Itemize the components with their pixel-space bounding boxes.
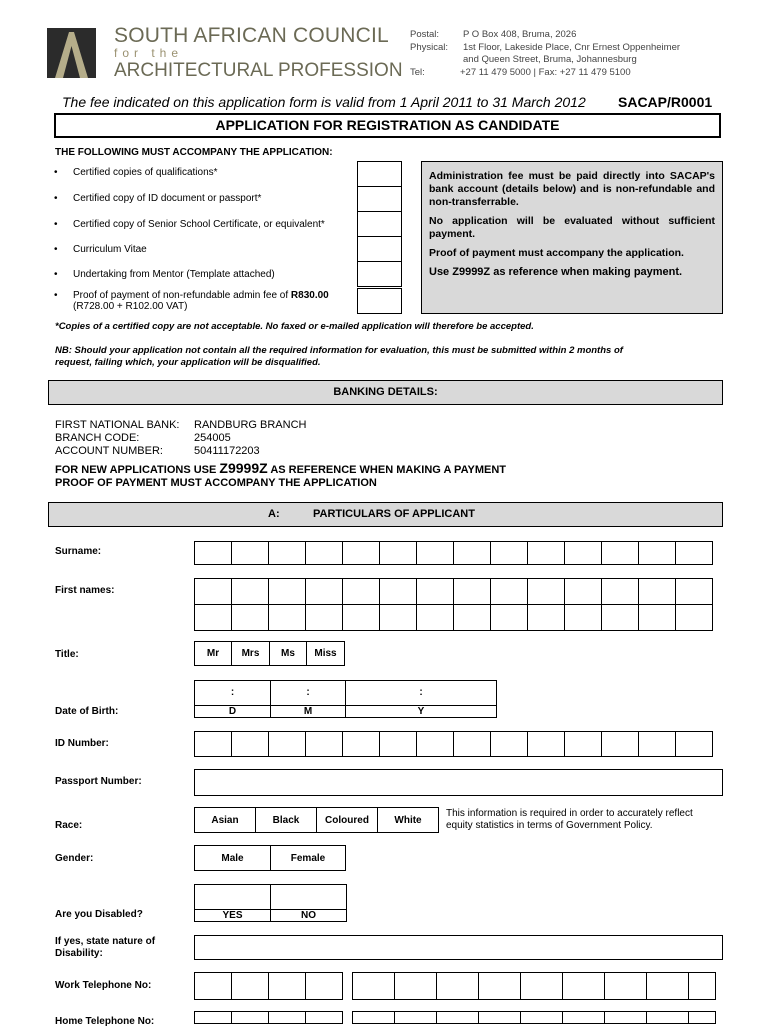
tel-fax-value: +27 11 479 5000 | Fax: +27 11 479 5100 bbox=[460, 67, 631, 78]
postal-value: P O Box 408, Bruma, 2026 bbox=[463, 29, 577, 40]
title-label: Title: bbox=[55, 649, 79, 660]
bank-value: RANDBURG BRANCH bbox=[194, 419, 307, 431]
disabled-label: Are you Disabled? bbox=[55, 909, 143, 920]
gender-option-male[interactable]: Male bbox=[194, 845, 271, 871]
branch-code-label: BRANCH CODE: bbox=[55, 432, 140, 444]
disabled-no-caption: NO bbox=[270, 909, 347, 922]
checkbox-qualifications[interactable] bbox=[357, 161, 402, 187]
section-a-heading: A: PARTICULARS OF APPLICANT bbox=[48, 502, 723, 527]
disability-nature-input[interactable] bbox=[194, 935, 723, 960]
race-option-asian[interactable]: Asian bbox=[194, 807, 256, 833]
page-title: APPLICATION FOR REGISTRATION AS CANDIDATE bbox=[54, 113, 721, 138]
bank-label: FIRST NATIONAL BANK: bbox=[55, 419, 180, 431]
physical-value-line1: 1st Floor, Lakeside Place, Cnr Ernest Oppenheimer bbox=[463, 42, 681, 53]
title-option-ms[interactable]: Ms bbox=[269, 641, 307, 666]
id-number-label: ID Number: bbox=[55, 738, 109, 749]
home-telephone-code-input[interactable] bbox=[194, 1011, 342, 1024]
account-number-value: 50411172203 bbox=[194, 445, 260, 457]
dob-day-box[interactable]: : bbox=[194, 680, 271, 706]
org-name-line2: for the bbox=[114, 46, 184, 60]
fee-validity-line: The fee indicated on this application form is valid from 1 April 2011 to 31 March 2012 bbox=[62, 94, 586, 110]
race-option-white[interactable]: White bbox=[377, 807, 439, 833]
dob-input[interactable] bbox=[194, 680, 497, 719]
passport-label: Passport Number: bbox=[55, 776, 142, 787]
race-option-black[interactable]: Black bbox=[255, 807, 317, 833]
home-telephone-label: Home Telephone No: bbox=[55, 1016, 155, 1027]
surname-input[interactable] bbox=[194, 541, 712, 565]
title-options bbox=[194, 641, 344, 666]
disabled-yes-box[interactable] bbox=[194, 884, 271, 910]
gender-label: Gender: bbox=[55, 853, 94, 864]
info-paragraph: Administration fee must be paid directly into SACAP's bank account (details below) and is non-refundable and non-transferrable. bbox=[429, 170, 715, 208]
nb-note-line1: NB: Should your application not contain all the required information for evaluation, this must be submitted within 2 months of bbox=[55, 345, 623, 356]
disabled-no-box[interactable] bbox=[270, 884, 347, 910]
work-telephone-code-input[interactable] bbox=[194, 972, 342, 1000]
org-name-line1: SOUTH AFRICAN COUNCIL bbox=[114, 24, 389, 47]
dob-month-box[interactable]: : bbox=[270, 680, 346, 706]
requirements-heading: THE FOLLOWING MUST ACCOMPANY THE APPLICATION: bbox=[55, 147, 333, 158]
disability-nature-label-line1: If yes, state nature of bbox=[55, 936, 156, 947]
title-option-mr[interactable]: Mr bbox=[194, 641, 232, 666]
title-option-miss[interactable]: Miss bbox=[306, 641, 345, 666]
branch-code-value: 254005 bbox=[194, 432, 231, 444]
account-number-label: ACCOUNT NUMBER: bbox=[55, 445, 163, 457]
postal-label: Postal: bbox=[410, 29, 440, 40]
tel-label: Tel: bbox=[410, 67, 425, 78]
checkbox-mentor-undertaking[interactable] bbox=[357, 261, 402, 287]
work-telephone-label: Work Telephone No: bbox=[55, 980, 152, 991]
reference-instruction: FOR NEW APPLICATIONS USE Z9999Z AS REFERENCE WHEN MAKING A PAYMENT bbox=[55, 460, 507, 476]
race-option-coloured[interactable]: Coloured bbox=[316, 807, 378, 833]
disabled-yes-caption: YES bbox=[194, 909, 271, 922]
work-telephone-number-input[interactable] bbox=[352, 972, 715, 1000]
physical-label: Physical: bbox=[410, 42, 449, 53]
gender-options bbox=[194, 845, 345, 871]
race-note-line1: This information is required in order to accurately reflect bbox=[446, 808, 693, 819]
gender-option-female[interactable]: Female bbox=[270, 845, 346, 871]
dob-day-caption: D bbox=[194, 705, 271, 718]
race-options bbox=[194, 807, 438, 833]
info-paragraph: Proof of payment must accompany the application. bbox=[429, 247, 684, 259]
home-telephone-number-input[interactable] bbox=[352, 1011, 715, 1024]
passport-input[interactable] bbox=[194, 769, 723, 796]
org-name-line3: ARCHITECTURAL PROFESSION bbox=[114, 60, 403, 81]
info-paragraph: No application will be evaluated without sufficient payment. bbox=[429, 215, 715, 240]
race-label: Race: bbox=[55, 820, 83, 831]
info-paragraph: Use Z9999Z as reference when making payment. bbox=[429, 266, 683, 278]
checkbox-id-document[interactable] bbox=[357, 186, 402, 212]
disabled-options bbox=[194, 884, 347, 923]
first-names-input-row1[interactable] bbox=[194, 578, 712, 605]
dob-year-box[interactable]: : bbox=[345, 680, 497, 706]
id-number-input[interactable] bbox=[194, 731, 712, 757]
dob-year-caption: Y bbox=[345, 705, 497, 718]
dob-label: Date of Birth: bbox=[55, 706, 119, 717]
title-option-mrs[interactable]: Mrs bbox=[231, 641, 270, 666]
surname-label: Surname: bbox=[55, 546, 102, 557]
first-names-input-row2[interactable] bbox=[194, 604, 712, 631]
sacap-logo bbox=[47, 28, 96, 78]
checkbox-school-certificate[interactable] bbox=[357, 211, 402, 237]
dob-month-caption: M bbox=[270, 705, 346, 718]
nb-note-line2: request, failing which, your application will be disqualified. bbox=[55, 357, 321, 368]
proof-instruction: PROOF OF PAYMENT MUST ACCOMPANY THE APPLICATION bbox=[55, 477, 377, 489]
race-note-line2: equity statistics in terms of Government Policy. bbox=[446, 820, 653, 831]
payment-info-box bbox=[421, 161, 723, 314]
banking-heading: BANKING DETAILS: bbox=[48, 380, 723, 405]
physical-value-line2: and Queen Street, Bruma, Johannesburg bbox=[463, 54, 637, 65]
disability-nature-label-line2: Disability: bbox=[55, 948, 103, 959]
copies-note: *Copies of a certified copy are not acceptable. No faxed or e-mailed application will therefore be accepted. bbox=[55, 321, 534, 332]
checkbox-proof-of-payment[interactable] bbox=[357, 288, 402, 314]
first-names-label: First names: bbox=[55, 585, 115, 596]
checkbox-cv[interactable] bbox=[357, 236, 402, 262]
form-code: SACAP/R0001 bbox=[618, 94, 713, 110]
